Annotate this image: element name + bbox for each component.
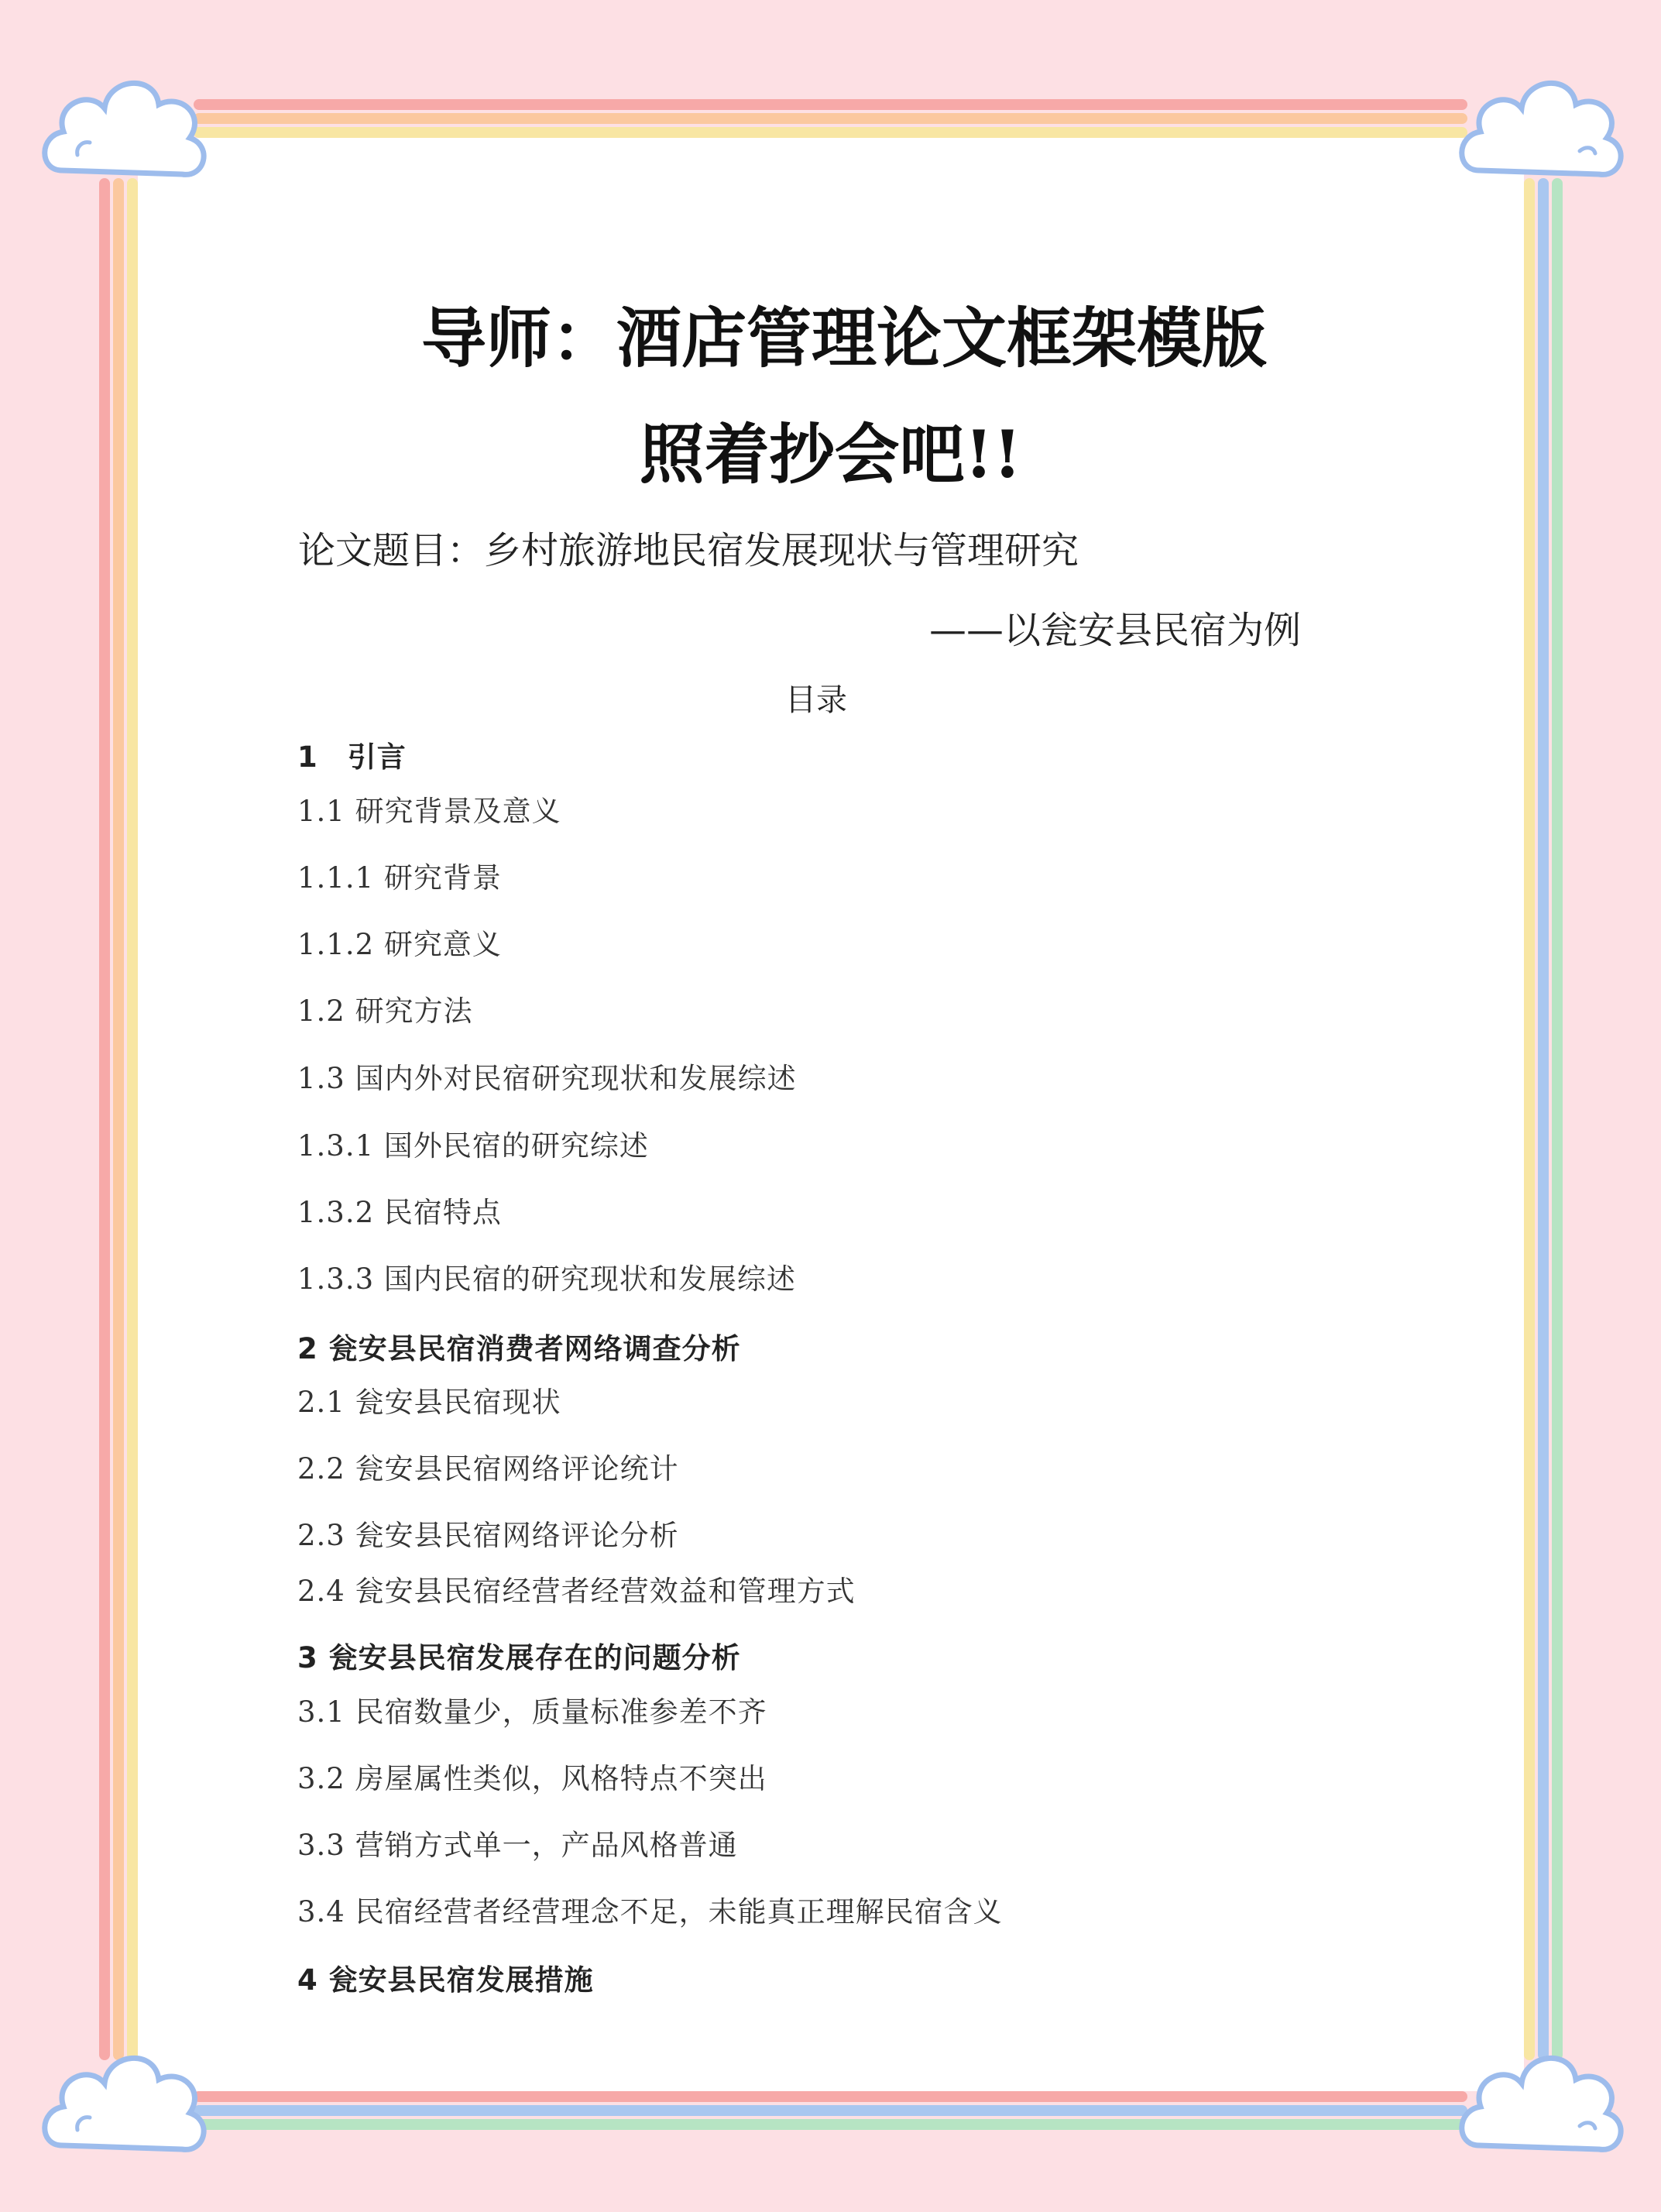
thesis-subtitle: ——以瓮安县民宿为例	[929, 609, 1302, 652]
frame-stripe	[194, 2105, 1467, 2116]
toc-entry: 2.2 瓮安县民宿网络评论统计	[297, 1452, 679, 1486]
toc-entry: 3.4 民宿经营者经营理念不足，未能真正理解民宿含义	[297, 1895, 1003, 1929]
cloud-icon	[31, 2029, 217, 2176]
toc-entry: 2.4 瓮安县民宿经营者经营效益和管理方式	[297, 1575, 856, 1608]
cloud-icon	[31, 54, 217, 201]
cloud-icon	[1448, 54, 1634, 201]
toc-entry: 1.3.1 国外民宿的研究综述	[297, 1129, 649, 1163]
toc-entry: 2.3 瓮安县民宿网络评论分析	[297, 1519, 679, 1552]
toc-entry: 1.2 研究方法	[297, 994, 473, 1028]
toc-chapter: 4 瓮安县民宿发展措施	[297, 1963, 594, 1997]
toc-chapter: 3 瓮安县民宿发展存在的问题分析	[297, 1641, 741, 1674]
frame-stripe	[194, 127, 1467, 138]
frame-stripe	[194, 2119, 1467, 2130]
toc-entry: 1.3 国内外对民宿研究现状和发展综述	[297, 1062, 797, 1095]
frame-stripe	[194, 2091, 1467, 2102]
toc-entry: 1.3.3 国内民宿的研究现状和发展综述	[297, 1262, 796, 1296]
toc-entry: 1.1 研究背景及意义	[297, 795, 561, 828]
toc-entry: 1.1.2 研究意义	[297, 928, 502, 961]
cloud-icon	[1448, 2029, 1634, 2176]
toc-entry: 3.2 房屋属性类似，风格特点不突出	[297, 1762, 767, 1795]
frame-stripe	[194, 99, 1467, 110]
toc-entry: 3.1 民宿数量少，质量标准参差不齐	[297, 1695, 767, 1729]
toc-entry: 3.3 营销方式单一，产品风格普通	[297, 1829, 738, 1862]
frame-stripe	[194, 113, 1467, 124]
page-title: 导师：酒店管理论文框架模版	[420, 300, 1267, 376]
toc-entry: 1.1.1 研究背景	[297, 861, 502, 895]
toc-chapter: 1 引言	[297, 740, 407, 774]
toc-chapter: 2 瓮安县民宿消费者网络调查分析	[297, 1332, 741, 1365]
thesis-title: 论文题目：乡村旅游地民宿发展现状与管理研究	[298, 529, 1079, 572]
toc-entry: 1.3.2 民宿特点	[297, 1196, 502, 1229]
toc-heading: 目录	[785, 682, 847, 718]
page-subtitle: 照着抄会吧!!	[639, 416, 1022, 493]
toc-entry: 2.1 瓮安县民宿现状	[297, 1386, 561, 1419]
